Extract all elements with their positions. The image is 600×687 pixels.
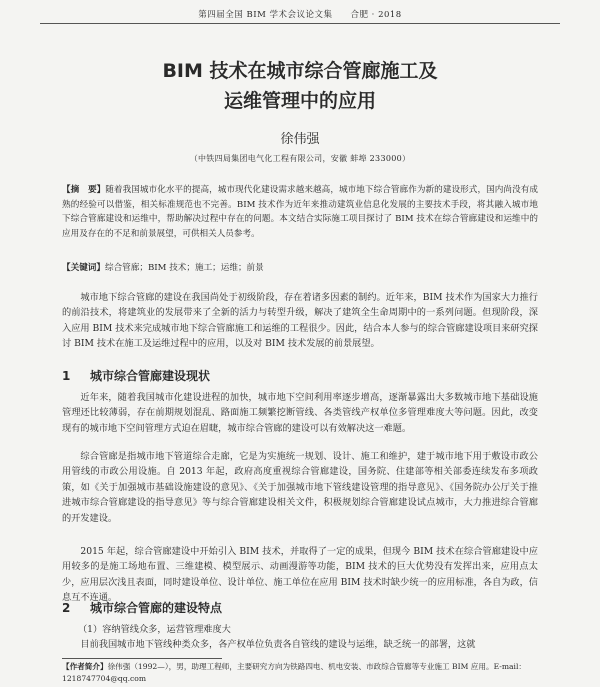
footnote-text: 徐伟强（1992—），男，助理工程师，主要研究方向为铁路四电、机电安装、市政综合管廊等专业施工 BIM 应用。E-mail：1218747704@qq.com bbox=[62, 662, 527, 683]
footnote-divider bbox=[62, 658, 222, 659]
abstract-block bbox=[62, 183, 538, 241]
section-1-number: 1 bbox=[62, 369, 71, 383]
running-header: 第四届全国 BIM 学术会议论文集 合肥 · 2018 bbox=[40, 8, 560, 24]
section-1-paragraph-2: 综合管廊是指城市地下管道综合走廊，它是为实施统一规划、设计、施工和维护，建于城市地下用于敷设市政公用管线的市政公用设施。自 2013 年起，政府高度重视综合管廊建设，国务院、住建部等相关部委连续发布多项政策，如《关于加强城市基础设施建设的意见》、《关于加强城市地下管线建设管理的指导意见》、《国务院办公厅关于推进城市综合管廊建设的指导意见》等与综合管廊建设相关文件，积极规划综合管廊建设试点城市，大力推进综合管廊的开发建设。 bbox=[62, 451, 538, 524]
section-2-subheading-1: （1）容纳管线众多，运营管理难度大 bbox=[78, 624, 231, 635]
abstract-label: 【摘 要】 bbox=[62, 185, 106, 195]
author-footnote bbox=[62, 661, 538, 685]
abstract-text: 随着我国城市化水平的提高，城市现代化建设需求越来越高，城市地下综合管廊作为新的建设形式，国内尚没有成熟的经验可以借鉴，相关标准规范也不完善。BIM 技术作为近年来推动建筑业信息化发展的主要技术手段，将其融入城市地下综合管廊建设和运维中，帮助解决过程中存在的问题。本文结合实际施工项目探讨了 BIM 技术在综合管廊建设和运维中的应用及存在的不足和前景展望，可供相关人员参考。 bbox=[62, 185, 538, 239]
paper-title bbox=[40, 56, 560, 116]
section-2-paragraph-1: 目前我国城市地下管线种类众多，各产权单位负责各自管线的建设与运维，缺乏统一的部署，这就 bbox=[80, 639, 476, 650]
section-2-heading bbox=[62, 599, 222, 616]
section-1-title: 城市综合管廊建设现状 bbox=[90, 369, 211, 383]
section-1-paragraph-3: 2015 年起，综合管廊建设中开始引入 BIM 技术，并取得了一定的成果，但现今 BIM 技术在综合管廊建设中应用较多的是施工场地布置、三维建模、模型展示、动画漫游等功能，BIM 技术的巨大优势没有发挥出来，应用点太少，应用层次浅且表面，同时建设单位、设计单位、施工单位在应用 BIM 技术时缺少统一的应用标准，各自为政，信息互不连通。 bbox=[62, 546, 538, 604]
keywords-label: 【关键词】 bbox=[62, 263, 105, 273]
section-1-heading bbox=[62, 367, 210, 384]
title-line-1: BIM 技术在城市综合管廊施工及 bbox=[162, 60, 438, 82]
footnote-label: 【作者简介】 bbox=[62, 662, 108, 671]
keywords-text: 综合管廊；BIM 技术；施工；运维；前景 bbox=[104, 263, 264, 273]
keywords-block bbox=[62, 261, 538, 275]
section-2-title: 城市综合管廊的建设特点 bbox=[90, 601, 223, 615]
section-2-number: 2 bbox=[62, 601, 71, 615]
intro-paragraph: 城市地下综合管廊的建设在我国尚处于初级阶段，存在着诸多因素的制约。近年来，BIM 技术作为国家大力推行的前沿技术，将建筑业的发展带来了全新的活力与转型升级，解决了建筑全生命周期中的一系列问题。但现阶段，深入应用 BIM 技术来完成城市地下综合管廊施工和运维的工程很少。因此，结合本人参与的综合管廊建设项目来研究探讨 BIM 技术在施工及运维过程中的应用，以及对 BIM 技术发展的前景展望。 bbox=[62, 292, 538, 350]
author-affiliation: （中铁四局集团电气化工程有限公司，安徽 蚌埠 233000） bbox=[189, 154, 411, 163]
section-1-paragraph-1: 近年来，随着我国城市化建设进程的加快，城市地下空间利用率逐步增高，逐渐暴露出大多数城市地下基础设施管理还比较薄弱，存在前期规划混乱、路面施工频繁挖断管线、各类管线产权单位多管理难度大等问题。因此，改变现有的城市地下空间管理方式迫在眉睫，城市综合管廊的建设可以有效解决这一难题。 bbox=[62, 392, 538, 434]
author-name: 徐伟强 bbox=[280, 132, 320, 147]
title-line-2: 运维管理中的应用 bbox=[223, 90, 376, 112]
